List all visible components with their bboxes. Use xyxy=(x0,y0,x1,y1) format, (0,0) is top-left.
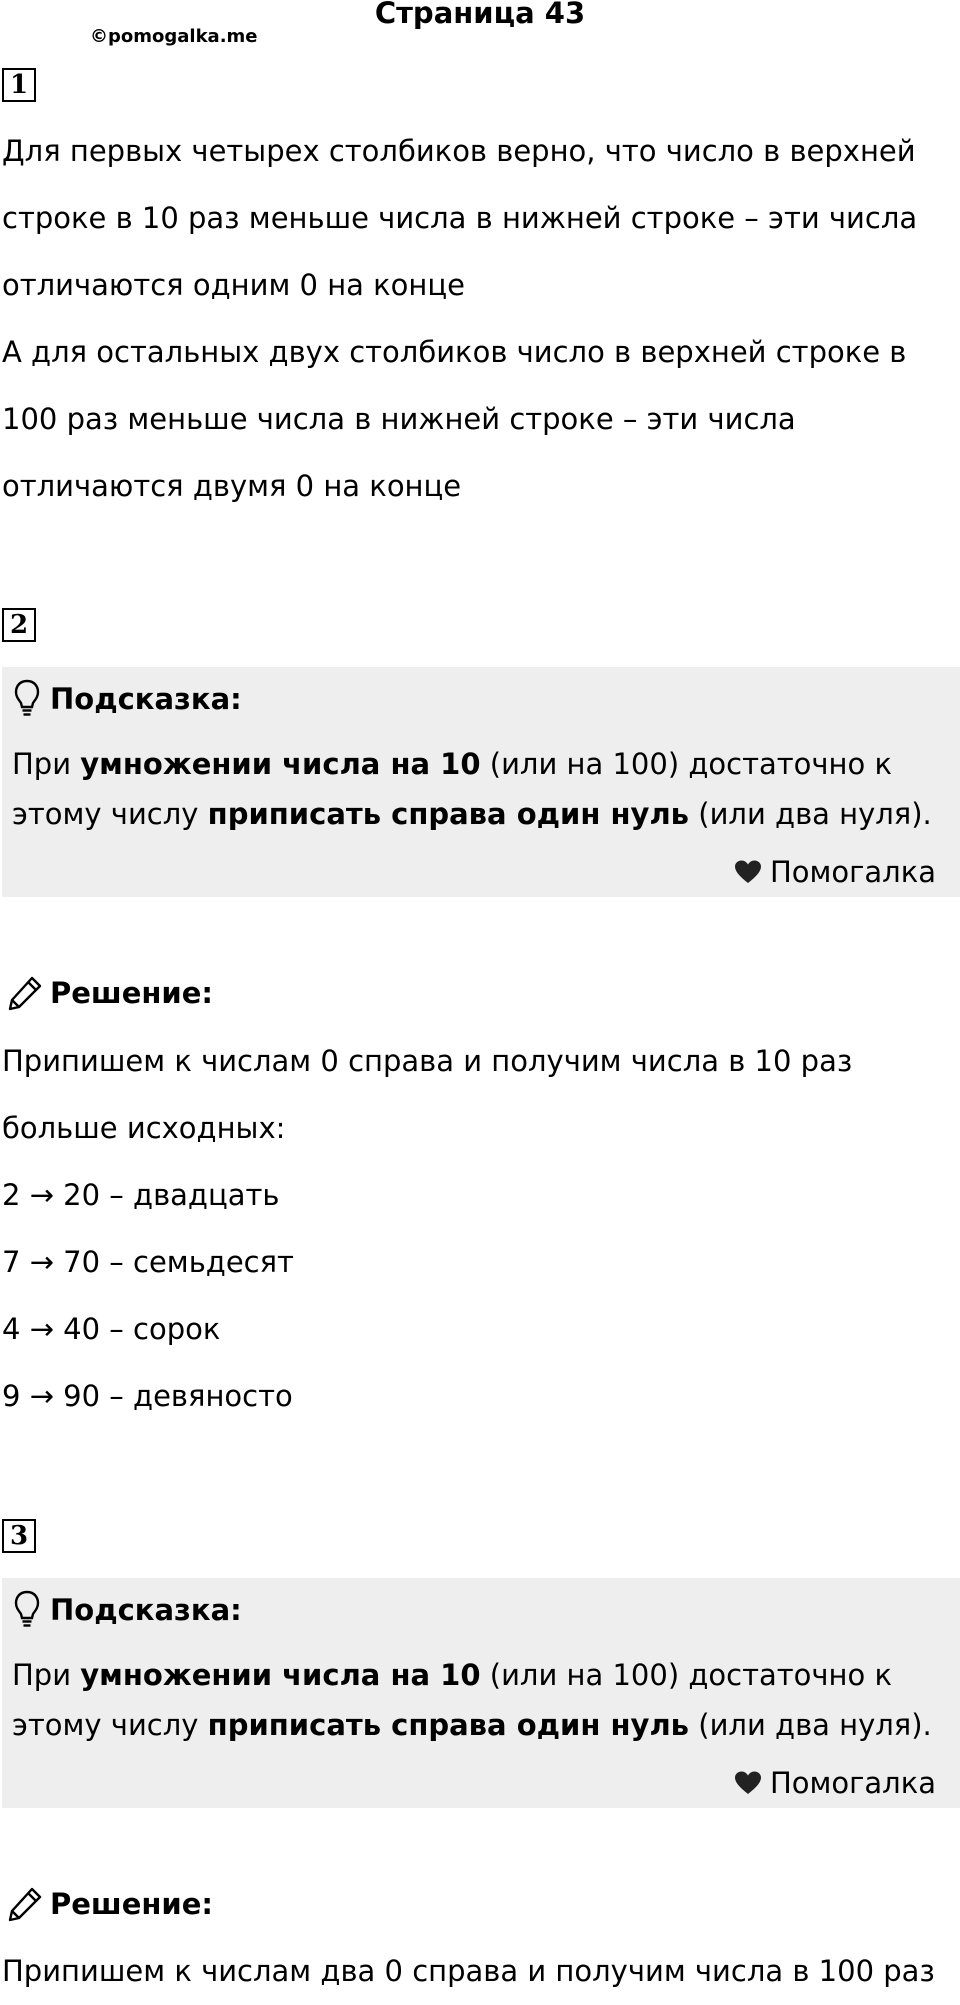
lightbulb-icon xyxy=(14,1590,40,1630)
solution-title: Решение: xyxy=(50,976,214,1010)
brand-signature xyxy=(734,855,936,889)
solution-line: 9 → 90 – девяносто xyxy=(2,1379,293,1413)
page-title: Страница 43 xyxy=(374,0,586,30)
task-number-3: 3 xyxy=(2,1519,36,1553)
hint-title: Подсказка: xyxy=(50,1593,242,1627)
solution-header xyxy=(6,1881,213,1927)
hint-line: При умножении числа на 10 (или на 100) достаточно к xyxy=(12,747,892,781)
answer-line: 100 раз меньше числа в нижней строке – эти числа xyxy=(2,402,796,436)
brand-name: Помогалка xyxy=(770,1766,936,1800)
hint-box xyxy=(2,1578,960,1808)
answer-line: Для первых четырех столбиков верно, что число в верхней xyxy=(2,134,916,168)
solution-line: 4 → 40 – сорок xyxy=(2,1312,221,1346)
hint-header xyxy=(14,1586,242,1634)
solution-title: Решение: xyxy=(50,1887,214,1921)
task-2-solution xyxy=(2,1028,954,1430)
hint-line: этому числу приписать справа один нуль (или два нуля). xyxy=(12,1708,932,1742)
lightbulb-icon xyxy=(14,679,40,719)
answer-line: А для остальных двух столбиков число в верхней строке в xyxy=(2,335,907,369)
hint-line: этому числу приписать справа один нуль (или два нуля). xyxy=(12,797,932,831)
solution-line: Припишем к числам 0 справа и получим числа в 10 раз xyxy=(2,1044,853,1078)
solution-header xyxy=(6,970,213,1016)
answer-line: строке в 10 раз меньше числа в нижней строке – эти числа xyxy=(2,201,918,235)
hint-box xyxy=(2,667,960,897)
hint-header xyxy=(14,675,242,723)
brand-signature xyxy=(734,1766,936,1800)
task-3-solution xyxy=(2,1938,954,2005)
hint-line: При умножении числа на 10 (или на 100) достаточно к xyxy=(12,1658,892,1692)
hint-text xyxy=(12,739,950,839)
solution-line: 7 → 70 – семьдесят xyxy=(2,1245,294,1279)
pencil-icon xyxy=(6,1885,44,1923)
hint-title: Подсказка: xyxy=(50,682,242,716)
solution-line: 2 → 20 – двадцать xyxy=(2,1178,280,1212)
heart-icon xyxy=(734,859,762,885)
task-number-2: 2 xyxy=(2,608,36,642)
solution-line: больше исходных: xyxy=(2,1111,286,1145)
solution-line: Припишем к числам два 0 справа и получим числа в 100 раз xyxy=(2,1954,935,1988)
task-1-answer xyxy=(2,118,954,520)
brand-name: Помогалка xyxy=(770,855,936,889)
heart-icon xyxy=(734,1770,762,1796)
pencil-icon xyxy=(6,974,44,1012)
watermark: ©pomogalka.me xyxy=(90,26,258,47)
answer-line: отличаются двумя 0 на конце xyxy=(2,469,462,503)
hint-text xyxy=(12,1650,950,1750)
answer-line: отличаются одним 0 на конце xyxy=(2,268,465,302)
task-number-1: 1 xyxy=(2,68,36,102)
